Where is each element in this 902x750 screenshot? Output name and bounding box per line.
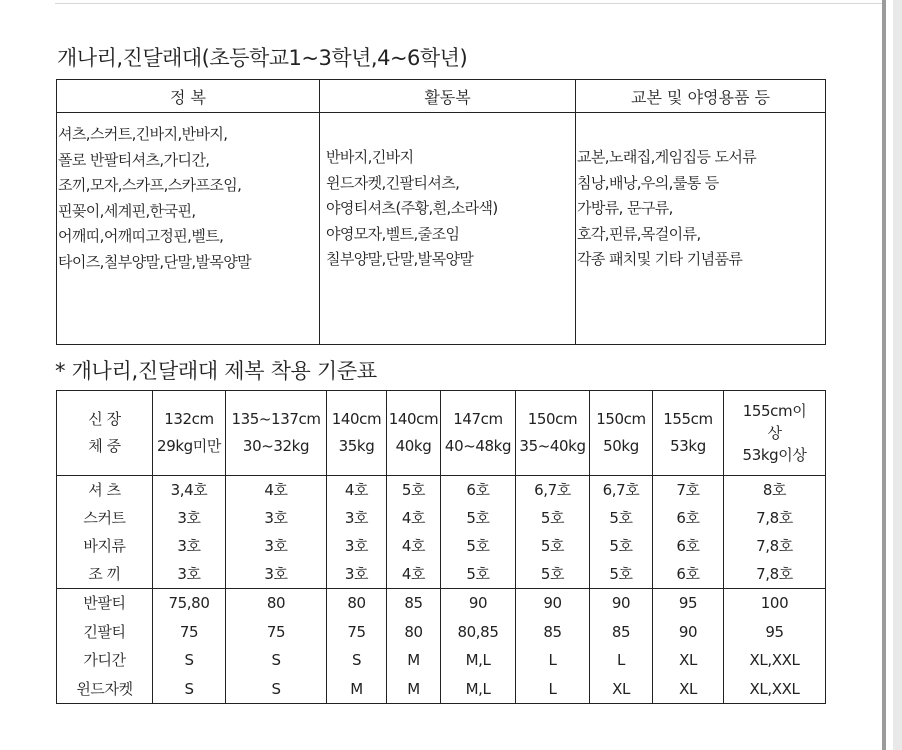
uniform-item-table — [56, 79, 826, 345]
header-activity-wear: 활동복 — [320, 80, 576, 113]
size-cell-group: 6호 5호 5호 5호 — [441, 476, 516, 589]
size-cell-group: 90 85 L L — [516, 589, 590, 704]
page-edge-line — [882, 0, 886, 750]
size-column-header: 150cm 50kg — [590, 391, 653, 476]
header-formal-uniform: 정 복 — [57, 80, 320, 113]
top-divider — [55, 3, 883, 4]
size-cell-group: 90 85 L XL — [590, 589, 653, 704]
size-column-header: 140cm 40kg — [387, 391, 441, 476]
section-title: 개나리,진달래대(초등학교1~3학년,4~6학년) — [57, 46, 468, 70]
size-cell-group: 3,4호 3호 3호 3호 — [153, 476, 226, 589]
clothing-label-group: 반팔티 긴팔티 가디간 윈드자켓 — [57, 589, 153, 704]
size-column-header: 155cm 53kg — [653, 391, 724, 476]
size-cell-group: 85 80 M M — [387, 589, 441, 704]
scroll-area[interactable] — [893, 0, 902, 750]
size-cell-group: 90 80,85 M,L M,L — [441, 589, 516, 704]
height-weight-label: 신 장 체 중 — [57, 391, 153, 476]
size-chart-table — [56, 390, 826, 704]
size-column-header: 135~137cm 30~32kg — [226, 391, 327, 476]
size-cell-group: 8호 7,8호 7,8호 7,8호 — [724, 476, 826, 589]
size-column-header: 147cm 40~48kg — [441, 391, 516, 476]
supplies-items: 교본,노래집,게임집등 도서류 침낭,배낭,우의,룰통 등 가방류, 문구류, 호각,핀류,목걸이류, 각종 패치및 기타 기념품류 — [576, 113, 826, 345]
size-cell-group: 95 90 XL XL — [653, 589, 724, 704]
size-cell-group: 100 95 XL,XXL XL,XXL — [724, 589, 826, 704]
size-cell-group: 6,7호 5호 5호 5호 — [590, 476, 653, 589]
size-column-header: 140cm 35kg — [327, 391, 387, 476]
size-column-header: 155cm이 상 53kg이상 — [724, 391, 826, 476]
size-chart-title: * 개나리,진달래대 제복 착용 기준표 — [55, 359, 377, 383]
size-cell-group: 6,7호 5호 5호 5호 — [516, 476, 590, 589]
formal-uniform-items: 셔츠,스커트,긴바지,반바지, 폴로 반팔티셔츠,가디간, 조끼,모자,스카프,스카프조임, 핀꽂이,세계핀,한국핀, 어깨띠,어깨띠고정핀,벨트, 타이즈,칠부양말,단말,발목양말 — [57, 113, 320, 345]
size-cell-group: 80 75 S M — [327, 589, 387, 704]
header-supplies: 교본 및 야영용품 등 — [576, 80, 826, 113]
clothing-label-group: 셔 츠 스커트 바지류 조 끼 — [57, 476, 153, 589]
activity-wear-items: 반바지,긴바지 윈드자켓,긴팔티셔츠, 야영티셔츠(주황,흰,소라색) 야영모자,벨트,줄조임 칠부양말,단말,발목양말 — [320, 113, 576, 345]
size-cell-group: 80 75 S S — [226, 589, 327, 704]
size-cell-group: 4호 3호 3호 3호 — [226, 476, 327, 589]
size-cell-group: 5호 4호 4호 4호 — [387, 476, 441, 589]
size-cell-group: 4호 3호 3호 3호 — [327, 476, 387, 589]
size-cell-group: 7호 6호 6호 6호 — [653, 476, 724, 589]
size-cell-group: 75,80 75 S S — [153, 589, 226, 704]
size-column-header: 132cm 29kg미만 — [153, 391, 226, 476]
size-column-header: 150cm 35~40kg — [516, 391, 590, 476]
